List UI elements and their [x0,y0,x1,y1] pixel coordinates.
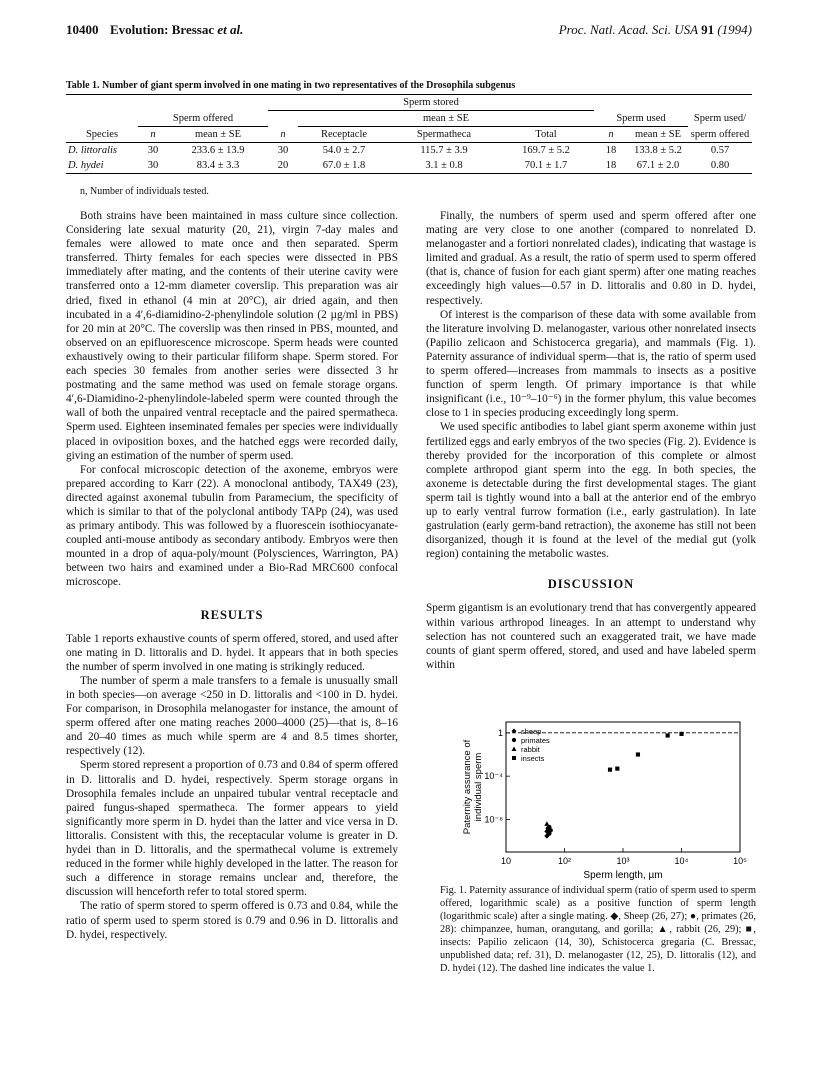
group-header-mean-se: mean ± SE [298,111,594,127]
x-axis-label: Sperm length, µm [583,870,663,881]
column-header: n [268,127,298,143]
data-point-rabbit [544,821,549,826]
running-title: Evolution: Bressac et al. [110,22,244,37]
paragraph: Table 1 reports exhaustive counts of sperm offered, stored, and used after one mating in D. littoralis and D. hydei. It appears that in both species the number of sperm involved in one mating is strikingly reduced. [66,632,398,673]
column-header: n [594,127,628,143]
column-header: n [138,127,168,143]
table-row: D. hydei 30 83.4 ± 3.3 20 67.0 ± 1.8 3.1 ± 0.8 70.1 ± 1.7 18 67.1 ± 2.0 0.80 [66,158,752,174]
section-heading-results: RESULTS [200,607,264,622]
data-point-insects [608,768,612,772]
paragraph: Both strains have been maintained in mass culture since collection. Considering late sexual maturity (20, 21), virgin 7-day males and females were allowed to mate once and then separated. Sperm transferred. Thirty females for each species were dissected in PBS immediately after mating, and the contents of their uterine cavity were transferred onto a 12-mm diameter coverslip. This preparation was air dried, fixed in ethanol (4 min at 20°C), air dried again, and then incubated in a 4′,6-diamidino-2-phenylindole solution (2 µg/ml in PBS) for 20 min at 20°C. The coverslip was then rinsed in PBS, mounted, and observed on an epifluorescence microscope. Sperm heads were counted exhaustively owing to their particular filiform shape. Sperm stored. For each species 30 females from another series were dissected 3 hr postmating and the same method was used on female storage organs. 4′,6-Diamidino-2-phenylindole-labeled sperm were counted through the wall of both the unpaired ventral receptacle and the paired spermatheca. Sperm used. Eighteen inseminated females per species were individually placed in oviposition boxes, and the hatched eggs were recorded daily, giving an estimation of the number of sperm used. [66,210,398,462]
paragraph: Finally, the numbers of sperm used and sperm offered after one mating are very close to one another (compared to nonrelated D. melanogaster and a fortiori nonrelated clades), indicating that wastage is limited and gradual. As a result, the ratio of sperm used to sperm offered (that is, chance of fusion for each giant sperm) after one mating reaches exceedingly high values—0.57 in D. littoralis and 0.80 in D. hydei, respectively. [426,210,756,307]
group-header-sperm-offered: Sperm offered [138,111,268,127]
paragraph: We used specific antibodies to label giant sperm axoneme within just fertilized eggs and early embryos of the two species (Fig. 2). Evidence is thereby provided for the incorporation of this complete or almost complete arthropod giant sperm into the egg. In both species, the axoneme is detectable during the first developmental stages. The giant sperm tail is tightly wound into a ball at the anterior end of the embryo up to early ventral furrow formation (i.e., early gastrulation). In late gastrulation (early germ-band retraction), the axoneme has still not been disorganized, though it is found at the level of the medial gut (yolk region) containing the metabolic wastes. [426,421,756,561]
group-header-sperm-used: Sperm used [594,111,688,127]
column-header: Spermatheca [390,127,498,143]
legend-label-insects: insects [521,754,545,763]
legend-label-rabbit: rabbit [521,745,540,754]
journal-citation: Proc. Natl. Acad. Sci. USA 91 (1994) [558,22,752,37]
right-column [426,209,756,672]
x-tick-label: 10⁴ [674,856,689,866]
legend-marker-primates [512,738,516,742]
data-point-primates [546,826,550,830]
y-axis-label-line: Paternity assurance of [462,739,473,835]
legend-marker-rabbit [512,747,517,752]
x-tick-label: 10³ [616,856,630,866]
table-footnote: n, Number of individuals tested. [80,186,209,197]
x-tick-label: 10² [557,856,572,866]
paragraph: For confocal microscopic detection of the axoneme, embryos were prepared according to Karr (22). A monoclonal antibody, TAX49 (23), directed against axonemal tubulin from Paramecium, the specificity of which is similar to that of the polyclonal antibody TAPp (24), was used as primary antibody. This was followed by a fluorescein isothiocyanate-coupled anti-mouse antibody as secondary antibody. Embryos were then mounted in a drop of aqua-poly/mount (Polysciences, Warrington, PA) between two hairs and examined under a Bio-Rad MRC600 confocal microscope. [66,463,398,589]
paragraph: Of interest is the comparison of these data with some available from the literature involving D. melanogaster, various other nonrelated insects (Papilio zelicaon and Schistocerca gregaria), and mammals (Fig. 1). Paternity assurance of individual sperm—that is, the ratio of sperm used to sperm offered—increases from mammals to insects as a positive function of sperm length. Of primary importance is that while insignificant (i.e., 10⁻⁹–10⁻⁶) in the former phylum, this value becomes close to 1 in species producing exceedingly long sperm. [426,308,756,420]
group-header-sperm-stored: Sperm stored [268,95,594,111]
legend-label-sheep: sheep [521,727,542,736]
figure-1-scatter-chart [440,712,756,882]
x-tick-label: 10 [500,856,512,866]
y-tick-label: 10⁻⁴ [484,771,503,782]
left-column [66,209,398,942]
legend-marker-insects [512,756,516,760]
y-axis-label-line: individual sperm [473,752,484,822]
data-point-insects [636,752,640,756]
paragraph: Sperm stored represent a proportion of 0.73 and 0.84 of sperm offered in D. littoralis and D. hydei, respectively. Sperm storage organs in Drosophila females include an unpaired tubular ventral receptacle and paired fungus-shaped spermatheca. The former appears to yield significantly more sperm in D. hydei than the latter and vice versa in D. littoralis. Consistent with this, the receptacular volume is greater in D. hydei than in D. littoralis, and the spermathecal volume is extremely reduced in the former while highly developed in the latter. The reason for such a difference in storage remains unclear and, therefore, the discussion will henceforth refer to total stored sperm. [66,759,398,899]
table-caption: Table 1. Number of giant sperm involved in one mating in two representatives of the Drosophila subgenus [66,80,516,91]
data-point-primates [547,831,551,835]
column-header: sperm offered [688,127,752,143]
y-tick-label: 10⁻⁸ [484,814,503,825]
column-header: mean ± SE [168,127,268,143]
table-1 [66,94,752,174]
group-header-ratio: Sperm used/ [693,113,747,124]
page-number: 10400 [66,22,99,37]
running-header [66,22,752,42]
y-axis-label [462,739,484,834]
paragraph: The ratio of sperm stored to sperm offered is 0.73 and 0.84, while the ratio of sperm used to sperm stored is 0.79 and 0.96 in D. littoralis and D. hydei, respectively. [66,900,398,941]
figure-1-caption: Fig. 1. Paternity assurance of individual sperm (ratio of sperm used to sperm offered, logarithmic scale) as a positive function of sperm length (logarithmic scale) after a single mating. ◆, Sheep (26, 27); ●, primates (26, 28): chimpanzee, human, orangutang, and gorilla; ▲, rabbit (26, 29); ■, insects: Papilio zelicaon (14, 30), Schistocerca gregaria (C. Bressac, unpublished data; ref. 31), D. melanogaster (12, 25), D. littoralis (12), and D. hydei (12). The dashed line indicates the value 1. [440,885,756,974]
paragraph: Sperm gigantism is an evolutionary trend that has convergently appeared within various arthropod lineages. In an attempt to understand why selection has not countered such an exaggerated trait, we have made counts of giant sperm offered, stored, and used and have labeled sperm within [426,602,756,671]
column-header: Receptacle [298,127,390,143]
x-tick-label: 10⁵ [733,856,747,866]
data-point-insects [666,733,670,737]
table-row: D. littoralis 30 233.6 ± 13.9 30 54.0 ± 2.7 115.7 ± 3.9 169.7 ± 5.2 18 133.8 ± 5.2 0.57 [68,145,730,156]
paragraph: The number of sperm a male transfers to a female is unusually small in both species—on average <250 in D. littoralis and <100 in D. hydei. For comparison, in Drosophila melanogaster for instance, the amount of sperm offered after one mating reaches 2000–4000 (25)—that is, 8–16 and 20–40 times as much while sperm are 4 and 8.5 times shorter, respectively (12). [66,674,398,758]
column-header: Species [66,127,138,143]
y-tick-label: 1 [497,727,503,738]
data-point-insects [679,732,683,736]
data-point-insects [615,767,619,771]
legend-label-primates: primates [521,736,550,745]
section-heading-discussion: DISCUSSION [547,577,635,592]
column-header: Total [498,127,594,143]
column-header: mean ± SE [628,127,688,143]
